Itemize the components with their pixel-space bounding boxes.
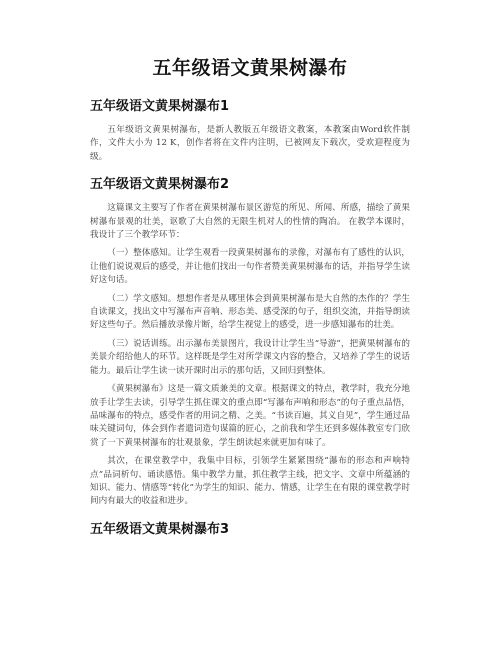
paragraph: 五年级语文黄果树瀑布，是新人教版五年级语文教案，本教案由Word软件制作，文件大小为 12 K，创作者将在文件内注明，已被网友下载次，受欢迎程度为级。: [90, 125, 410, 162]
paragraph: （三）说话训练。出示瀑布美景图片，我设计让学生当“导游”，把黄果树瀑布的美景介绍给他人的环节。这样既是学生对所学课文内容的整合，又培养了学生的说话能力。最后让学生读一读开课时出示的那句话，又回归到整体。: [90, 338, 410, 376]
section-heading: 五年级语文黄果树瀑布2: [90, 177, 230, 193]
section-2: [90, 176, 410, 509]
paragraph: 《黄果树瀑布》这是一篇文质兼美的文章。根据课文的特点，教学时，我充分地放手让学生去读，引导学生抓住课文的重点即“写瀑布声响和形态”的句子重点品悟，品味瀑布的特点，感受作者的用词之精、之美。“书读百遍，其义自见”，学生通过品味关键词句，体会到作者遣词造句谋篇的匠心，之前我和学生还到多媒体教室专门欣赏了一下黄果树瀑布的壮观景象，学生朗读起来就更加有味了。: [90, 384, 410, 448]
paragraph: 这篇课文主要写了作者在黄果树瀑布景区游览的所见、所闻、所感，描绘了黄果树瀑布景观的壮美，讴歌了大自然的无限生机对人的性情的陶冶。 在教学本课时，我设计了三个教学环节：: [90, 203, 410, 241]
paragraph: （一）整体感知。让学生观看一段黄果树瀑布的录像，对瀑布有了感性的认识，让他们说说观后的感受，并让他们找出一句作者赞美黄果树瀑布的话，并指导学生读好这句话。: [90, 248, 410, 286]
section-heading: 五年级语文黄果树瀑布3: [90, 521, 230, 537]
paragraph: （二）学文感知。想想作者是从哪里体会到黄果树瀑布是大自然的杰作的？学生自读课文，找出文中写瀑布声音响、形态美、感受深的句子，组织交流，并指导朗读好这些句子。然后播放录像片断，给学生视觉上的感受，进一步感知瀑布的壮美。: [90, 293, 410, 331]
paragraph: 其次，在课堂教学中，我集中目标，引领学生紧紧围绕“瀑布的形态和声响特点”品词析句、诵读感悟。集中教学力量，抓住教学主线，把文字、文章中所蕴涵的知识、能力、情感等“转化”为学生的知识、能力、情感，让学生在有限的课堂教学时间内有最大的收益和进步。: [90, 456, 410, 507]
section-1: [90, 98, 410, 164]
document-title: 五年级语文黄果树瀑布: [152, 57, 348, 79]
section-3: [90, 521, 410, 539]
section-heading: 五年级语文黄果树瀑布1: [90, 99, 230, 114]
